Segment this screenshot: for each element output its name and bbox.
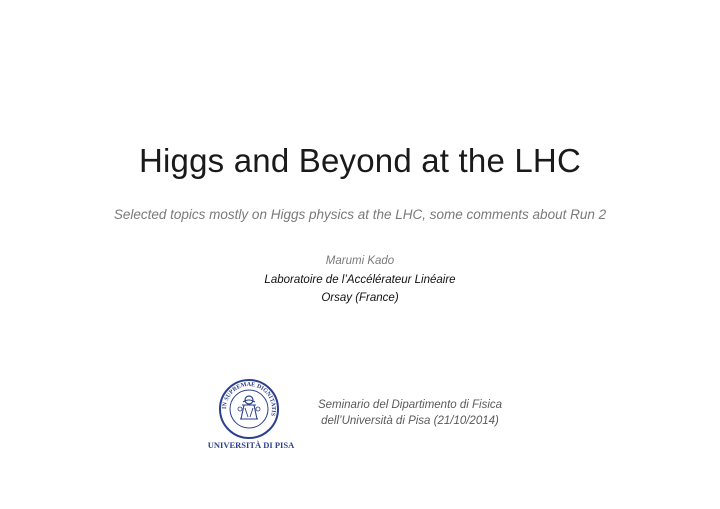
university-logo [205, 378, 297, 456]
seminar-line-2: dell’Università di Pisa (21/10/2014) [321, 415, 499, 427]
author-name: Marumi Kado [325, 255, 395, 267]
seal-text: IN SUPREMAE DIGNITATIS [221, 381, 277, 417]
slide-title: Higgs and Beyond at the LHC [138, 142, 581, 179]
logo-caption: UNIVERSITÀ DI PISA [207, 440, 295, 450]
seminar-line-1: Seminario del Dipartimento di Fisica [317, 399, 503, 411]
affiliation-line-2: Orsay (France) [321, 292, 399, 304]
affiliation-line-1: Laboratoire de l’Accélérateur Linéaire [264, 274, 456, 286]
slide-subtitle: Selected topics mostly on Higgs physics at the LHC, some comments about Run 2 [113, 207, 607, 222]
university-seal-icon [218, 378, 280, 440]
